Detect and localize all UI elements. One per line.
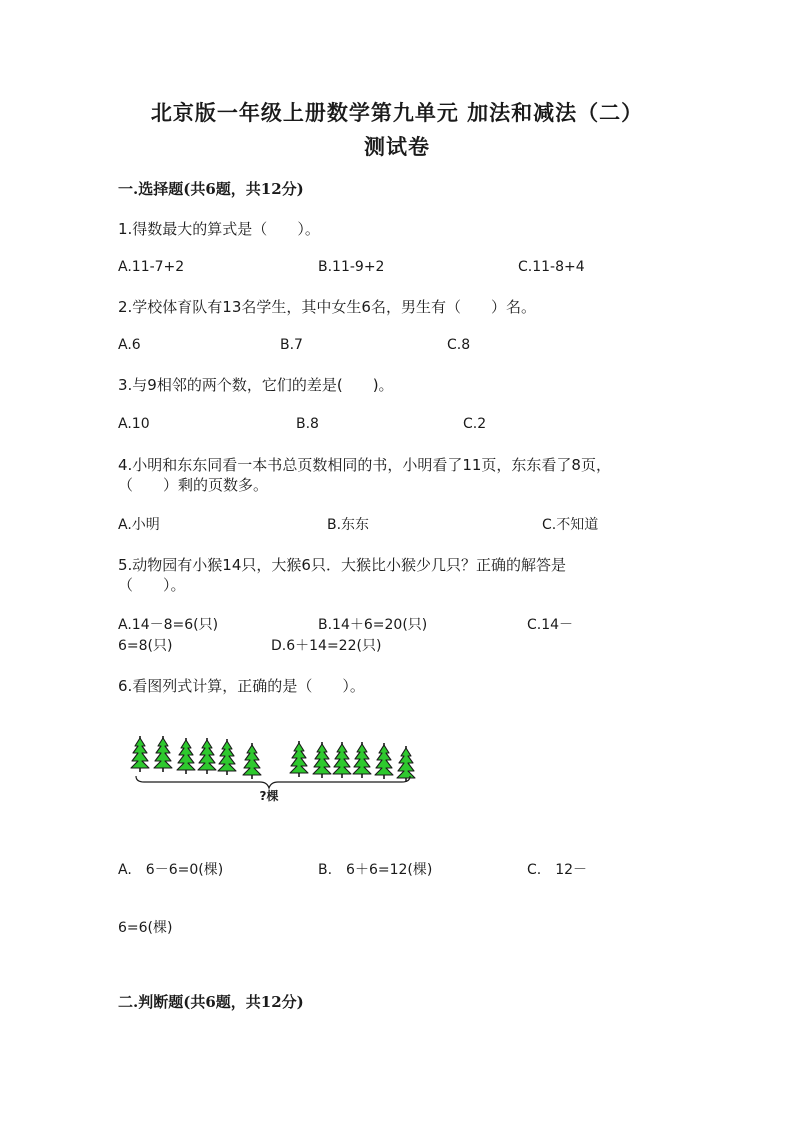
q2-option-b: B.7 [280, 337, 303, 353]
tree-icon [397, 746, 415, 782]
q4-option-b: B.东东 [327, 517, 370, 533]
q5-option-a: A.14－8=6(只) [118, 617, 219, 633]
question-5-line1: 5.动物园有小猴14只，大猴6只．大猴比小猴少几只？正确的解答是 [118, 556, 566, 574]
tree-icon [243, 743, 261, 779]
tree-icon [313, 742, 331, 778]
q5-option-b: B.14＋6=20(只) [318, 617, 428, 633]
tree-icon [290, 741, 308, 777]
q3-option-c: C.2 [463, 416, 487, 432]
exam-title-line1: 北京版一年级上册数学第九单元 加法和减法（二） [150, 100, 644, 125]
section-heading-judgement: 二.判断题(共6题，共12分) [118, 993, 304, 1011]
q6-option-c-part2: 6=6(棵) [118, 920, 173, 936]
q4-option-c: C.不知道 [542, 517, 599, 533]
tree-icon [333, 742, 351, 778]
q2-option-a: A.6 [118, 337, 141, 353]
q5-option-c-part1: C.14－ [527, 617, 574, 633]
q5-option-c-part2: 6=8(只) [118, 638, 173, 654]
question-6: 6.看图列式计算，正确的是（ ）。 [118, 677, 365, 695]
tree-icon [353, 742, 371, 778]
tree-icon [198, 738, 216, 774]
question-2: 2.学校体育队有13名学生，其中女生6名，男生有（ ）名。 [118, 298, 536, 316]
section-heading-choice: 一.选择题(共6题，共12分) [118, 180, 304, 198]
tree-icon [177, 738, 195, 774]
total-brace [136, 776, 410, 788]
q4-option-a: A.小明 [118, 517, 160, 533]
tree-counting-figure [126, 732, 426, 816]
tree-icon [131, 736, 149, 772]
tree-group-left [131, 736, 261, 779]
exam-title-line2: 测试卷 [364, 134, 430, 159]
question-3: 3.与9相邻的两个数，它们的差是( )。 [118, 376, 394, 394]
question-4-line2: （ ）剩的页数多。 [118, 476, 269, 494]
question-1: 1.得数最大的算式是（ ）。 [118, 220, 320, 238]
question-4-line1: 4.小明和东东同看一本书总页数相同的书，小明看了11页，东东看了8页， [118, 456, 611, 474]
q1-option-c: C.11-8+4 [518, 259, 585, 275]
q1-option-a: A.11-7+2 [118, 259, 185, 275]
q2-option-c: C.8 [447, 337, 471, 353]
tree-icon [218, 739, 236, 775]
q5-option-d: D.6＋14=22(只) [271, 638, 382, 654]
q3-option-b: B.8 [296, 416, 319, 432]
q6-option-a: A. 6－6=0(棵) [118, 862, 224, 878]
tree-icon [375, 743, 393, 779]
q6-option-c-part1: C. 12－ [527, 862, 588, 878]
question-5-line2: （ ）。 [118, 576, 186, 594]
tree-group-right [290, 741, 415, 782]
tree-icon [154, 736, 172, 772]
q3-option-a: A.10 [118, 416, 150, 432]
figure-question-label: ?棵 [259, 789, 279, 803]
q6-option-b: B. 6＋6=12(棵) [318, 862, 433, 878]
q1-option-b: B.11-9+2 [318, 259, 385, 275]
